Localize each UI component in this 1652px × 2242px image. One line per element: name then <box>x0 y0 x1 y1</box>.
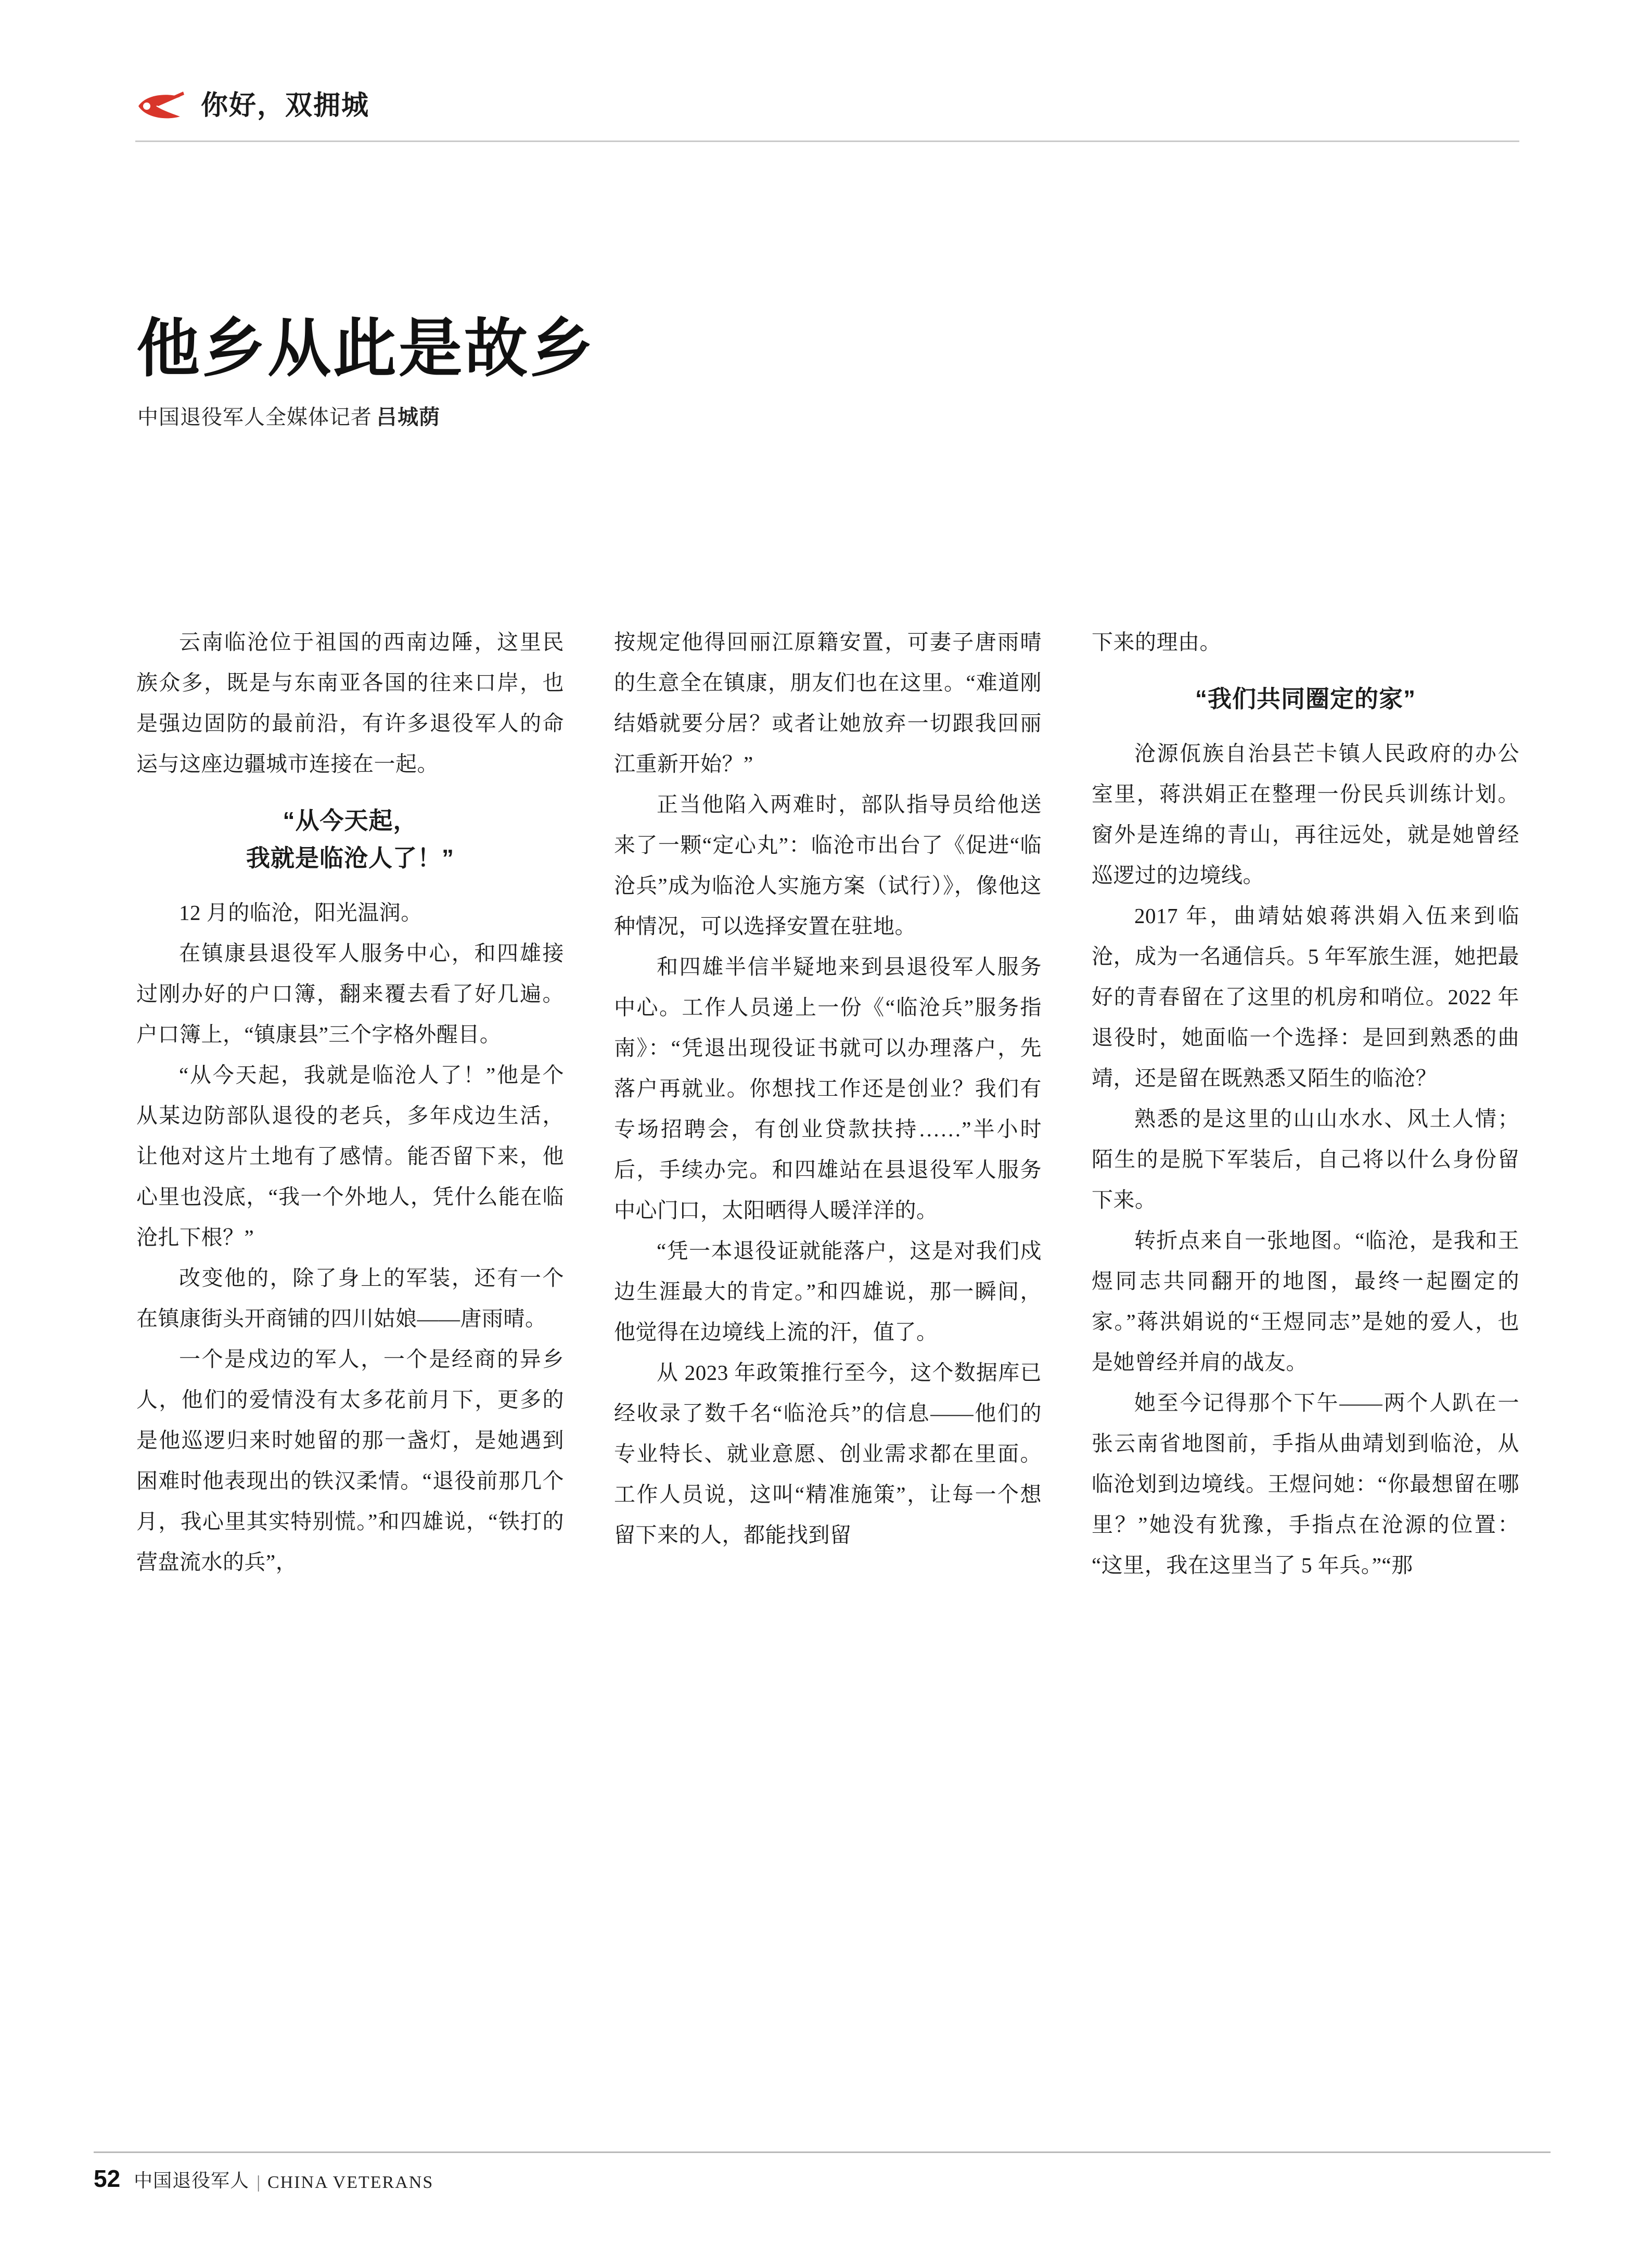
subheading-line: 我就是临沧人了！” <box>246 844 454 872</box>
paragraph: 改变他的，除了身上的军装，还有一个在镇康街头开商铺的四川姑娘——唐雨晴。 <box>136 1266 564 1330</box>
byline-author: 吕城荫 <box>376 406 440 429</box>
paragraph: 按规定他得回丽江原籍安置，可妻子唐雨晴的生意全在镇康，朋友们也在这里。“难道刚结婚就要分居？或者让她放弃一切跟我回丽江重新开始？” <box>614 630 1042 776</box>
paragraph: 云南临沧位于祖国的西南边陲，这里民族众多，既是与东南亚各国的往来口岸，也是强边固防的最前沿，有许多退役军人的命运与这座边疆城市连接在一起。 <box>136 630 564 776</box>
footer-separator: | <box>257 2173 260 2192</box>
paragraph: 2017 年，曲靖姑娘蒋洪娟入伍来到临沧，成为一名通信兵。5 年军旅生涯，她把最好的青春留在了这里的机房和哨位。2022 年退役时，她面临一个选择：是回到熟悉的曲靖，还是留在既熟悉又陌生的临沧？ <box>1092 904 1519 1090</box>
magazine-name-en: CHINA VETERANS <box>267 2173 434 2192</box>
byline <box>137 401 440 430</box>
paragraph: 在镇康县退役军人服务中心，和四雄接过刚办好的户口簿，翻来覆去看了好几遍。户口簿上，“镇康县”三个字格外醒目。 <box>136 941 564 1046</box>
magazine-name-cn: 中国退役军人 <box>134 2170 250 2191</box>
subheading-line: “从今天起， <box>283 807 418 834</box>
subheading <box>136 802 564 877</box>
magazine-mark-icon <box>135 88 185 125</box>
paragraph: 12 月的临沧，阳光温润。 <box>179 901 422 925</box>
paragraph: “凭一本退役证就能落户，这是对我们戍边生涯最大的肯定。”和四雄说，那一瞬间，他觉得在边境线上流的汗，值了。 <box>614 1239 1042 1344</box>
column-2 <box>614 622 1042 2079</box>
byline-prefix: 中国退役军人全媒体记者 <box>137 406 372 429</box>
page-footer <box>94 2151 1551 2193</box>
column-3 <box>1092 622 1519 2079</box>
paragraph: 和四雄半信半疑地来到县退役军人服务中心。工作人员递上一份《“临沧兵”服务指南》：“凭退出现役证书就可以办理落户，先落户再就业。你想找工作还是创业？我们有专场招聘会，有创业贷款扶持……”半小时后，手续办完。和四雄站在县退役军人服务中心门口，太阳晒得人暖洋洋的。 <box>614 955 1042 1222</box>
column-1 <box>136 622 564 2079</box>
subheading-line: “我们共同圈定的家” <box>1195 685 1416 712</box>
paragraph: “从今天起，我就是临沧人了！”他是个从某边防部队退役的老兵，多年戍边生活，让他对这片土地有了感情。能否留下来，他心里也没底，“我一个外地人，凭什么能在临沧扎下根？” <box>136 1063 564 1249</box>
paragraph: 沧源佤族自治县芒卡镇人民政府的办公室里，蒋洪娟正在整理一份民兵训练计划。窗外是连绵的青山，再往远处，就是她曾经巡逻过的边境线。 <box>1092 741 1519 887</box>
page-number: 52 <box>94 2165 121 2192</box>
page-title: 他乡从此是故乡 <box>136 313 595 384</box>
article-columns <box>136 622 1520 2079</box>
paragraph: 下来的理由。 <box>1092 630 1221 654</box>
paragraph: 正当他陷入两难时，部队指导员给他送来了一颗“定心丸”：临沧市出台了《促进“临沧兵”成为临沧人实施方案（试行）》，像他这种情况，可以选择安置在驻地。 <box>614 792 1042 938</box>
paragraph: 从 2023 年政策推行至今，这个数据库已经收录了数千名“临沧兵”的信息——他们的专业特长、就业意愿、创业需求都在里面。工作人员说，这叫“精准施策”，让每一个想留下来的人，都能找到留 <box>614 1361 1042 1547</box>
section-label: 你好，双拥城 <box>201 90 370 121</box>
paragraph: 一个是戍边的军人，一个是经商的异乡人，他们的爱情没有太多花前月下，更多的是他巡逻归来时她留的那一盏灯，是她遇到困难时他表现出的铁汉柔情。“退役前那几个月，我心里其实特别慌。”和四雄说，“铁打的营盘流水的兵”， <box>136 1347 564 1574</box>
paragraph: 熟悉的是这里的山山水水、风土人情；陌生的是脱下军装后，自己将以什么身份留下来。 <box>1092 1107 1519 1212</box>
paragraph: 她至今记得那个下午——两个人趴在一张云南省地图前，手指从曲靖划到临沧，从临沧划到边境线。王煜问她：“你最想留在哪里？”她没有犹豫，手指点在沧源的位置：“这里，我在这里当了 5 年兵。”“那 <box>1092 1391 1519 1577</box>
subheading <box>1092 680 1519 718</box>
page-header <box>135 73 1519 142</box>
paragraph: 转折点来自一张地图。“临沧，是我和王煜同志共同翻开的地图，最终一起圈定的家。”蒋洪娟说的“王煜同志”是她的爱人，也是她曾经并肩的战友。 <box>1092 1228 1519 1374</box>
